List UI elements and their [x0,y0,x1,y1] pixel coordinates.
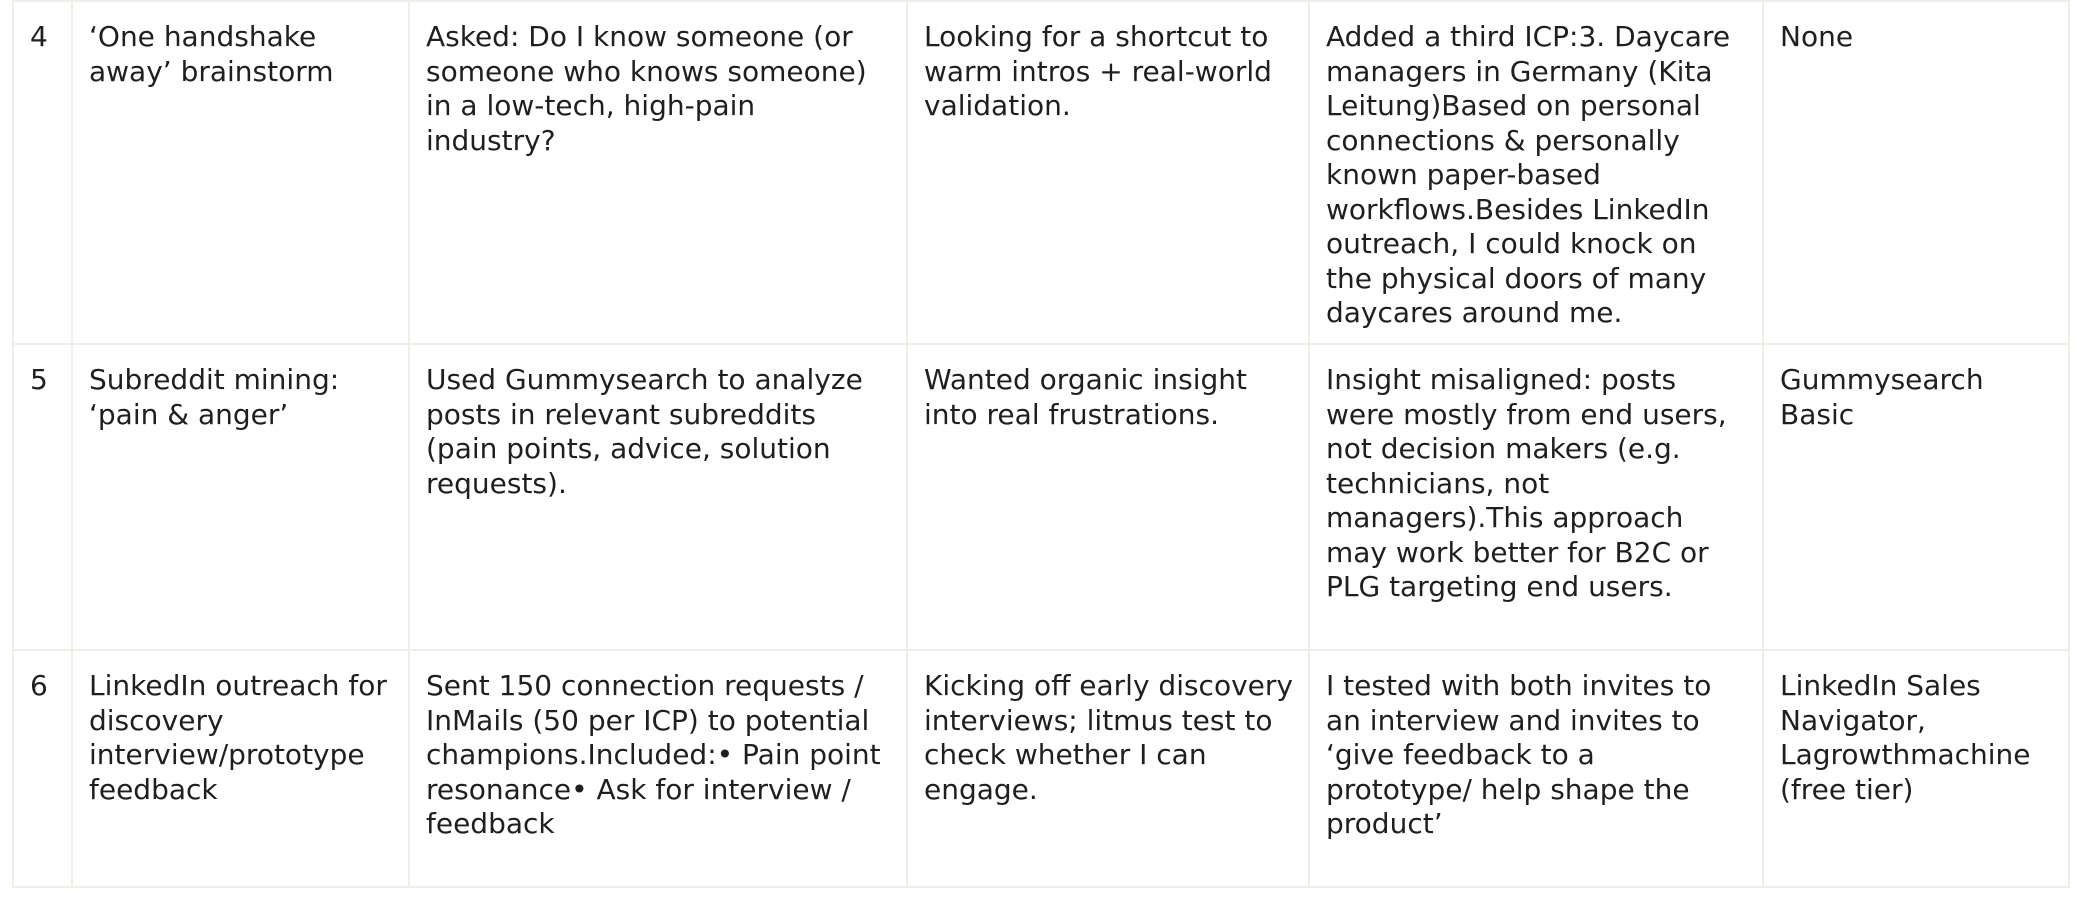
action-cell: Asked: Do I know someone (or someone who knows someone) in a low-tech, high-pain industry? [409,1,907,344]
result-cell: I tested with both invites to an interview and invites to ‘give feedback to a prototype/ help shape the product’ [1309,650,1763,887]
goal-cell: Wanted organic insight into real frustrations. [907,344,1309,650]
findings-table-container [12,0,2068,888]
findings-table [12,0,2070,888]
tools-cell: LinkedIn Sales Navigator, Lagrowthmachine (free tier) [1763,650,2069,887]
row-number-cell: 6 [13,650,72,887]
step-cell: ‘One handshake away’ brainstorm [72,1,409,344]
table-row [13,344,2069,650]
table-row [13,1,2069,344]
action-cell: Sent 150 connection requests / InMails (50 per ICP) to potential champions.Included:• Pain point resonance• Ask for interview / feedback [409,650,907,887]
goal-cell: Kicking off early discovery interviews; litmus test to check whether I can engage. [907,650,1309,887]
step-cell: Subreddit mining: ‘pain & anger’ [72,344,409,650]
action-cell: Used Gummysearch to analyze posts in relevant subreddits (pain points, advice, solution requests). [409,344,907,650]
tools-cell: None [1763,1,2069,344]
result-cell: Insight misaligned: posts were mostly from end users, not decision makers (e.g. technicians, not managers).This approach may work better for B2C or PLG targeting end users. [1309,344,1763,650]
goal-cell: Looking for a shortcut to warm intros + real-world validation. [907,1,1309,344]
row-number-cell: 4 [13,1,72,344]
step-cell: LinkedIn outreach for discovery interview/prototype feedback [72,650,409,887]
tools-cell: Gummysearch Basic [1763,344,2069,650]
result-cell: Added a third ICP:3. Daycare managers in Germany (Kita Leitung)Based on personal connections & personally known paper-based workflows.Besides LinkedIn outreach, I could knock on the physical doors of many daycares around me. [1309,1,1763,344]
table-row [13,650,2069,887]
row-number-cell: 5 [13,344,72,650]
